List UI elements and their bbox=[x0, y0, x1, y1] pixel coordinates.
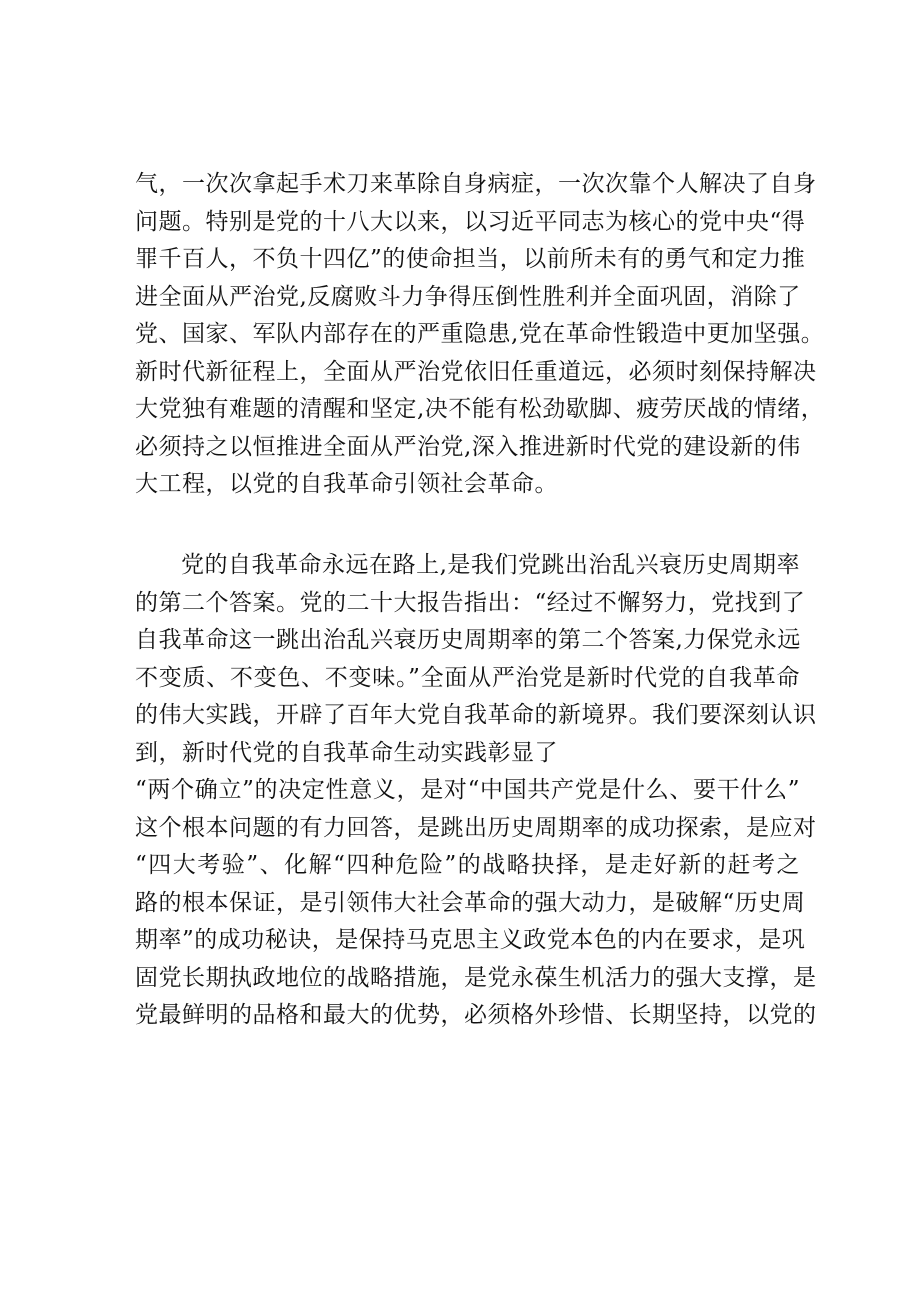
paragraph-line: 气，一次次拿起手术刀来革除自身病症，一次次靠个人解决了自身 bbox=[135, 171, 817, 197]
paragraph-1 bbox=[135, 166, 825, 504]
paragraph-line: 党最鲜明的品格和最大的优势，必须格外珍惜、长期坚持，以党的 bbox=[135, 1002, 817, 1028]
paragraph-line: 路的根本保证，是引领伟大社会革命的强大动力，是破解“历史周 bbox=[135, 889, 806, 916]
paragraph-line: 大党独有难题的清醒和坚定,决不能有松劲歇脚、疲劳厌战的情绪， bbox=[135, 396, 825, 422]
paragraph-line: 的伟大实践，开辟了百年大党自我革命的新境界。我们要深刻认识 bbox=[135, 702, 817, 728]
paragraph-line: 大工程，以党的自我革命引领社会革命。 bbox=[135, 471, 558, 497]
paragraph-line: 这个根本问题的有力回答，是跳出历史周期率的成功探索，是应对 bbox=[135, 814, 817, 841]
paragraph-line: 党的自我革命永远在路上,是我们党跳出治乱兴衰历史周期率 bbox=[181, 552, 800, 578]
paragraph-line: 的第二个答案。党的二十大报告指出：“经过不懈努力，党找到了 bbox=[135, 589, 806, 616]
paragraph-line: 党、国家、军队内部存在的严重隐患,党在革命性锻造中更加坚强。 bbox=[135, 321, 825, 347]
paragraph-line: 必须持之以恒推进全面从严治党,深入推进新时代党的建设新的伟 bbox=[135, 433, 801, 460]
paragraph-line: “两个确立”的决定性意义，是对“中国共产党是什么、要干什么” bbox=[135, 777, 800, 803]
paragraph-line: 进全面从严治党,反腐败斗力争得压倒性胜利并全面巩固，消除了 bbox=[135, 283, 801, 310]
paragraph-line: 不变质、不变色、不变味。”全面从严治党是新时代党的自我革命 bbox=[135, 664, 800, 691]
paragraph-2 bbox=[135, 547, 817, 1035]
paragraph-line: 罪千百人，不负十四亿”的使命担当，以前所未有的勇气和定力推 bbox=[135, 246, 806, 272]
paragraph-line: 期率”的成功秘诀，是保持马克思主义政党本色的内在要求，是巩 bbox=[135, 927, 806, 953]
paragraph-line: 到，新时代党的自我革命生动实践彰显了 bbox=[135, 739, 558, 766]
paragraph-line: “四大考验”、化解“四种危险”的战略抉择，是走好新的赶考之 bbox=[135, 852, 800, 878]
paragraph-line: 问题。特别是党的十八大以来，以习近平同志为核心的党中央“得 bbox=[135, 208, 806, 235]
paragraph-line: 自我革命这一跳出治乱兴衰历史周期率的第二个答案,力保党永远 bbox=[135, 627, 801, 653]
paragraph-line: 固党长期执政地位的战略措施，是党永葆生机活力的强大支撑，是 bbox=[135, 964, 817, 991]
paragraph-line: 新时代新征程上，全面从严治党依旧任重道远，必须时刻保持解决 bbox=[135, 358, 817, 385]
